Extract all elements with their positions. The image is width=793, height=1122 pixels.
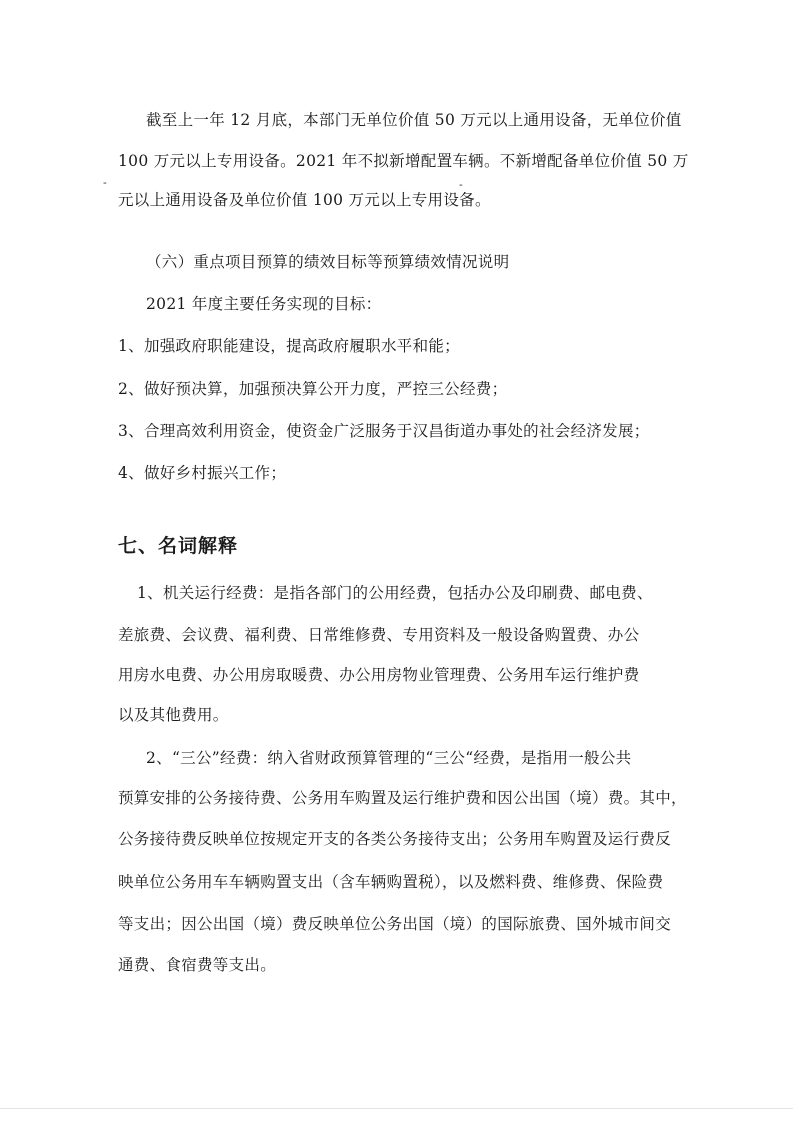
page-bottom-edge (0, 1108, 793, 1109)
equipment-paragraph-line-1: 截至上一年 12 月底，本部门无单位价值 50 万元以上通用设备，无单位价值 (146, 111, 682, 129)
equipment-paragraph-line-3: 元以上通用设备及单位价值 100 万元以上专用设备。 (118, 191, 491, 209)
term-2-line-4: 映单位公务用车车辆购置支出（含车辆购置税），以及燃料费、维修费、保险费 (118, 873, 664, 891)
equipment-paragraph-line-2: 100 万元以上专用设备。2021 年不拟新增配置车辆。不新增配备单位价值 50 万 (118, 152, 689, 170)
term-1-line-2: 差旅费、会议费、福利费、日常维修费、专用资料及一般设备购置费、办公 (118, 626, 640, 644)
term-2-line-5: 等支出；因公出国（境）费反映单位公务出国（境）的国际旅费、国外城市间交 (118, 915, 672, 933)
scan-mark-right: - (459, 178, 463, 191)
performance-goal-4: 4、做好乡村振兴工作； (118, 464, 287, 482)
term-1-line-1: 1、机关运行经费：是指各部门的公用经费，包括办公及印刷费、邮电费、 (137, 584, 653, 602)
term-2-line-3: 公务接待费反映单位按规定开支的各类公务接待支出；公务用车购置及运行费反 (118, 830, 672, 848)
performance-section-title: （六）重点项目预算的绩效目标等预算绩效情况说明 (146, 253, 510, 271)
term-2-line-1: 2、“三公”经费：纳入省财政预算管理的“三公“经费，是指用一般公共 (146, 749, 632, 767)
term-1-line-3: 用房水电费、办公用房取暖费、办公用房物业管理费、公务用车运行维护费 (118, 666, 640, 684)
terms-section-heading: 七、名词解释 (118, 535, 239, 557)
scan-mark-left: - (103, 176, 107, 189)
performance-intro: 2021 年度主要任务实现的目标： (146, 295, 382, 313)
performance-goal-3: 3、合理高效利用资金，使资金广泛服务于汉昌街道办事处的社会经济发展； (118, 422, 650, 440)
term-1-line-4: 以及其他费用。 (118, 706, 229, 724)
performance-goal-2: 2、做好预决算，加强预决算公开力度，严控三公经费； (118, 380, 508, 398)
term-2-line-6: 通费、食宿费等支出。 (118, 956, 277, 974)
performance-goal-1: 1、加强政府职能建设，提高政府履职水平和能； (118, 337, 460, 355)
term-2-line-2: 预算安排的公务接待费、公务用车购置及运行维护费和因公出国（境）费。其中， (118, 789, 687, 807)
